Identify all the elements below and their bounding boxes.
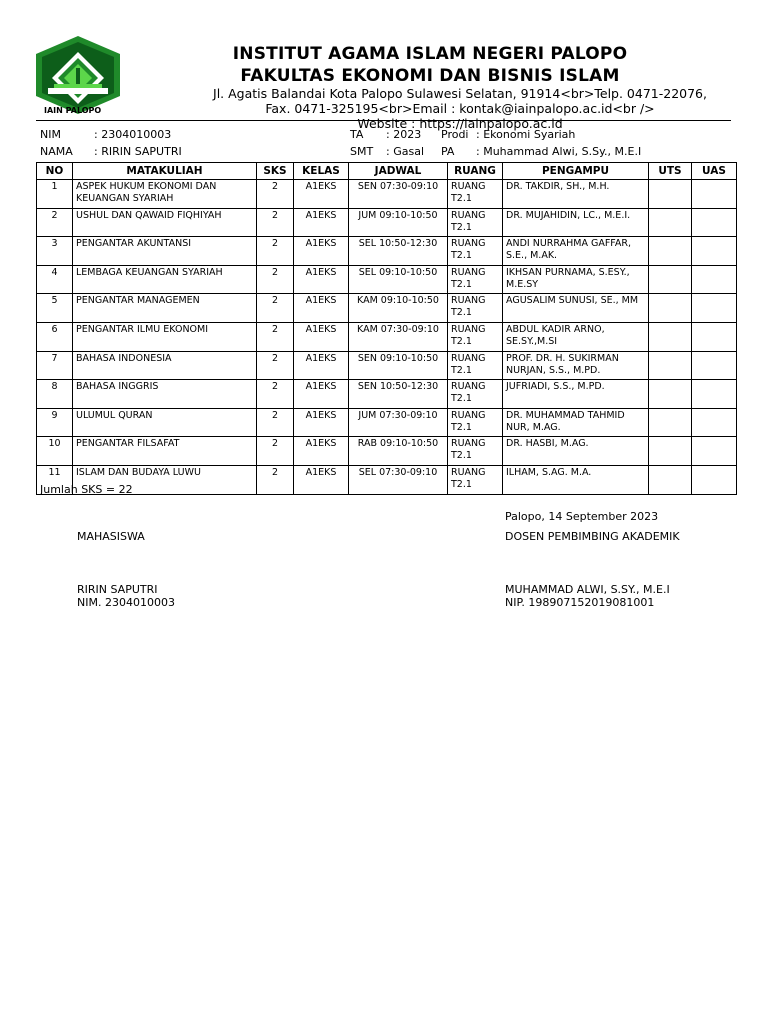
cell-uts	[649, 437, 692, 466]
table-row	[37, 180, 737, 209]
cell-kelas: A1EKS	[294, 465, 349, 494]
table-row	[37, 437, 737, 466]
cell-ruang: RUANG T2.1	[448, 465, 503, 494]
cell-jadwal: SEL 07:30-09:10	[349, 465, 448, 494]
cell-jadwal: JUM 07:30-09:10	[349, 408, 448, 437]
cell-ruang: RUANG T2.1	[448, 351, 503, 380]
cell-kelas: A1EKS	[294, 408, 349, 437]
cell-no: 1	[37, 180, 73, 209]
cell-uas	[692, 294, 737, 323]
cell-ruang: RUANG T2.1	[448, 180, 503, 209]
cell-pengampu: AGUSALIM SUNUSI, SE., MM	[503, 294, 649, 323]
cell-jadwal: SEN 09:10-10:50	[349, 351, 448, 380]
cell-no: 2	[37, 208, 73, 237]
cell-uts	[649, 380, 692, 409]
smt-value: : Gasal	[386, 145, 424, 158]
column-header-jadwal: JADWAL	[349, 163, 448, 180]
cell-no: 7	[37, 351, 73, 380]
cell-sks: 2	[257, 265, 294, 294]
column-header-uas: UAS	[692, 163, 737, 180]
cell-jadwal: KAM 07:30-09:10	[349, 322, 448, 351]
table-row	[37, 465, 737, 494]
cell-jadwal: SEL 10:50-12:30	[349, 237, 448, 266]
cell-no: 6	[37, 322, 73, 351]
faculty-title: FAKULTAS EKONOMI DAN BISNIS ISLAM	[240, 66, 620, 86]
cell-uts	[649, 180, 692, 209]
cell-uts	[649, 294, 692, 323]
column-header-kelas: KELAS	[294, 163, 349, 180]
cell-sks: 2	[257, 237, 294, 266]
table-row	[37, 265, 737, 294]
table-row	[37, 294, 737, 323]
cell-course: ASPEK HUKUM EKONOMI DAN KEUANGAN SYARIAH	[73, 180, 257, 209]
prodi-label: Prodi	[441, 128, 469, 141]
cell-sks: 2	[257, 408, 294, 437]
table-row	[37, 408, 737, 437]
cell-course: BAHASA INDONESIA	[73, 351, 257, 380]
cell-jadwal: SEN 07:30-09:10	[349, 180, 448, 209]
column-header-uts: UTS	[649, 163, 692, 180]
cell-no: 5	[37, 294, 73, 323]
student-signature-name: RIRIN SAPUTRI	[77, 583, 158, 596]
cell-course: ISLAM DAN BUDAYA LUWU	[73, 465, 257, 494]
pa-label: PA	[441, 145, 455, 158]
cell-ruang: RUANG T2.1	[448, 208, 503, 237]
address-line-1: Jl. Agatis Balandai Kota Palopo Sulawesi Selatan, 91914<br>Telp. 0471-22076,	[213, 86, 707, 101]
cell-pengampu: IKHSAN PURNAMA, S.ESY., M.E.SY	[503, 265, 649, 294]
cell-course: ULUMUL QURAN	[73, 408, 257, 437]
cell-pengampu: ABDUL KADIR ARNO, SE.SY.,M.SI	[503, 322, 649, 351]
cell-pengampu: DR. MUHAMMAD TAHMID NUR, M.AG.	[503, 408, 649, 437]
cell-no: 3	[37, 237, 73, 266]
cell-sks: 2	[257, 437, 294, 466]
cell-course: PENGANTAR ILMU EKONOMI	[73, 322, 257, 351]
ta-value: : 2023	[386, 128, 422, 141]
cell-ruang: RUANG T2.1	[448, 380, 503, 409]
cell-uas	[692, 437, 737, 466]
cell-course: USHUL DAN QAWAID FIQHIYAH	[73, 208, 257, 237]
cell-jadwal: SEL 09:10-10:50	[349, 265, 448, 294]
cell-pengampu: PROF. DR. H. SUKIRMAN NURJAN, S.S., M.PD.	[503, 351, 649, 380]
cell-jadwal: JUM 09:10-10:50	[349, 208, 448, 237]
ta-label: TA	[350, 128, 364, 141]
cell-kelas: A1EKS	[294, 437, 349, 466]
table-row	[37, 322, 737, 351]
cell-kelas: A1EKS	[294, 208, 349, 237]
column-header-pengampu: PENGAMPU	[503, 163, 649, 180]
institution-title: INSTITUT AGAMA ISLAM NEGERI PALOPO	[232, 44, 628, 64]
place-date: Palopo, 14 September 2023	[505, 510, 659, 523]
cell-kelas: A1EKS	[294, 265, 349, 294]
cell-sks: 2	[257, 351, 294, 380]
student-signature-nim: NIM. 2304010003	[77, 596, 175, 609]
cell-kelas: A1EKS	[294, 351, 349, 380]
cell-pengampu: DR. HASBI, M.AG.	[503, 437, 649, 466]
cell-uts	[649, 237, 692, 266]
student-role: MAHASISWA	[77, 530, 145, 543]
cell-sks: 2	[257, 380, 294, 409]
table-header-row	[37, 163, 737, 180]
cell-pengampu: JUFRIADI, S.S., M.PD.	[503, 380, 649, 409]
logo-caption: IAIN PALOPO	[44, 106, 102, 115]
cell-uas	[692, 380, 737, 409]
column-header-no: NO	[37, 163, 73, 180]
cell-kelas: A1EKS	[294, 380, 349, 409]
cell-uas	[692, 322, 737, 351]
cell-no: 9	[37, 408, 73, 437]
name-value: : RIRIN SAPUTRI	[94, 145, 182, 158]
name-label: NAMA	[40, 145, 73, 158]
nim-label: NIM	[40, 128, 61, 141]
cell-jadwal: RAB 09:10-10:50	[349, 437, 448, 466]
cell-no: 11	[37, 465, 73, 494]
cell-course: BAHASA INGGRIS	[73, 380, 257, 409]
cell-kelas: A1EKS	[294, 237, 349, 266]
cell-ruang: RUANG T2.1	[448, 294, 503, 323]
cell-uts	[649, 322, 692, 351]
cell-sks: 2	[257, 180, 294, 209]
cell-uas	[692, 408, 737, 437]
cell-pengampu: ILHAM, S.AG. M.A.	[503, 465, 649, 494]
course-table	[36, 162, 737, 495]
cell-course: LEMBAGA KEUANGAN SYARIAH	[73, 265, 257, 294]
cell-course: PENGANTAR AKUNTANSI	[73, 237, 257, 266]
column-header-ruang: RUANG	[448, 163, 503, 180]
address-line-3: Website : https://iainpalopo.ac.id	[357, 116, 563, 131]
cell-sks: 2	[257, 208, 294, 237]
cell-ruang: RUANG T2.1	[448, 437, 503, 466]
cell-uas	[692, 351, 737, 380]
cell-kelas: A1EKS	[294, 322, 349, 351]
cell-course: PENGANTAR MANAGEMEN	[73, 294, 257, 323]
cell-sks: 2	[257, 322, 294, 351]
advisor-signature-nip: NIP. 198907152019081001	[505, 596, 655, 609]
cell-ruang: RUANG T2.1	[448, 408, 503, 437]
cell-sks: 2	[257, 465, 294, 494]
advisor-signature-name: MUHAMMAD ALWI, S.SY., M.E.I	[505, 583, 670, 596]
smt-label: SMT	[350, 145, 374, 158]
cell-jadwal: SEN 10:50-12:30	[349, 380, 448, 409]
cell-uas	[692, 208, 737, 237]
cell-pengampu: DR. TAKDIR, SH., M.H.	[503, 180, 649, 209]
cell-no: 4	[37, 265, 73, 294]
cell-ruang: RUANG T2.1	[448, 237, 503, 266]
table-row	[37, 237, 737, 266]
cell-no: 10	[37, 437, 73, 466]
cell-course: PENGANTAR FILSAFAT	[73, 437, 257, 466]
cell-no: 8	[37, 380, 73, 409]
cell-ruang: RUANG T2.1	[448, 322, 503, 351]
nim-value: : 2304010003	[94, 128, 172, 141]
address-line-2: Fax. 0471-325195<br>Email : kontak@iainpalopo.ac.id<br />	[265, 101, 655, 116]
table-row	[37, 351, 737, 380]
cell-sks: 2	[257, 294, 294, 323]
prodi-value: : Ekonomi Syariah	[476, 128, 576, 141]
total-sks: Jumlah SKS = 22	[40, 483, 133, 496]
cell-kelas: A1EKS	[294, 294, 349, 323]
cell-ruang: RUANG T2.1	[448, 265, 503, 294]
cell-kelas: A1EKS	[294, 180, 349, 209]
cell-uas	[692, 180, 737, 209]
advisor-role: DOSEN PEMBIMBING AKADEMIK	[505, 530, 680, 543]
cell-uts	[649, 465, 692, 494]
cell-uas	[692, 237, 737, 266]
cell-jadwal: KAM 09:10-10:50	[349, 294, 448, 323]
cell-uts	[649, 408, 692, 437]
header-divider	[36, 120, 731, 121]
table-row	[37, 208, 737, 237]
column-header-sks: SKS	[257, 163, 294, 180]
cell-uas	[692, 465, 737, 494]
cell-pengampu: ANDI NURRAHMA GAFFAR, S.E., M.AK.	[503, 237, 649, 266]
cell-uts	[649, 351, 692, 380]
cell-uts	[649, 208, 692, 237]
cell-pengampu: DR. MUJAHIDIN, LC., M.E.I.	[503, 208, 649, 237]
pa-value: : Muhammad Alwi, S.Sy., M.E.I	[476, 145, 642, 158]
table-row	[37, 380, 737, 409]
cell-uts	[649, 265, 692, 294]
column-header-course: MATAKULIAH	[73, 163, 257, 180]
cell-uas	[692, 265, 737, 294]
